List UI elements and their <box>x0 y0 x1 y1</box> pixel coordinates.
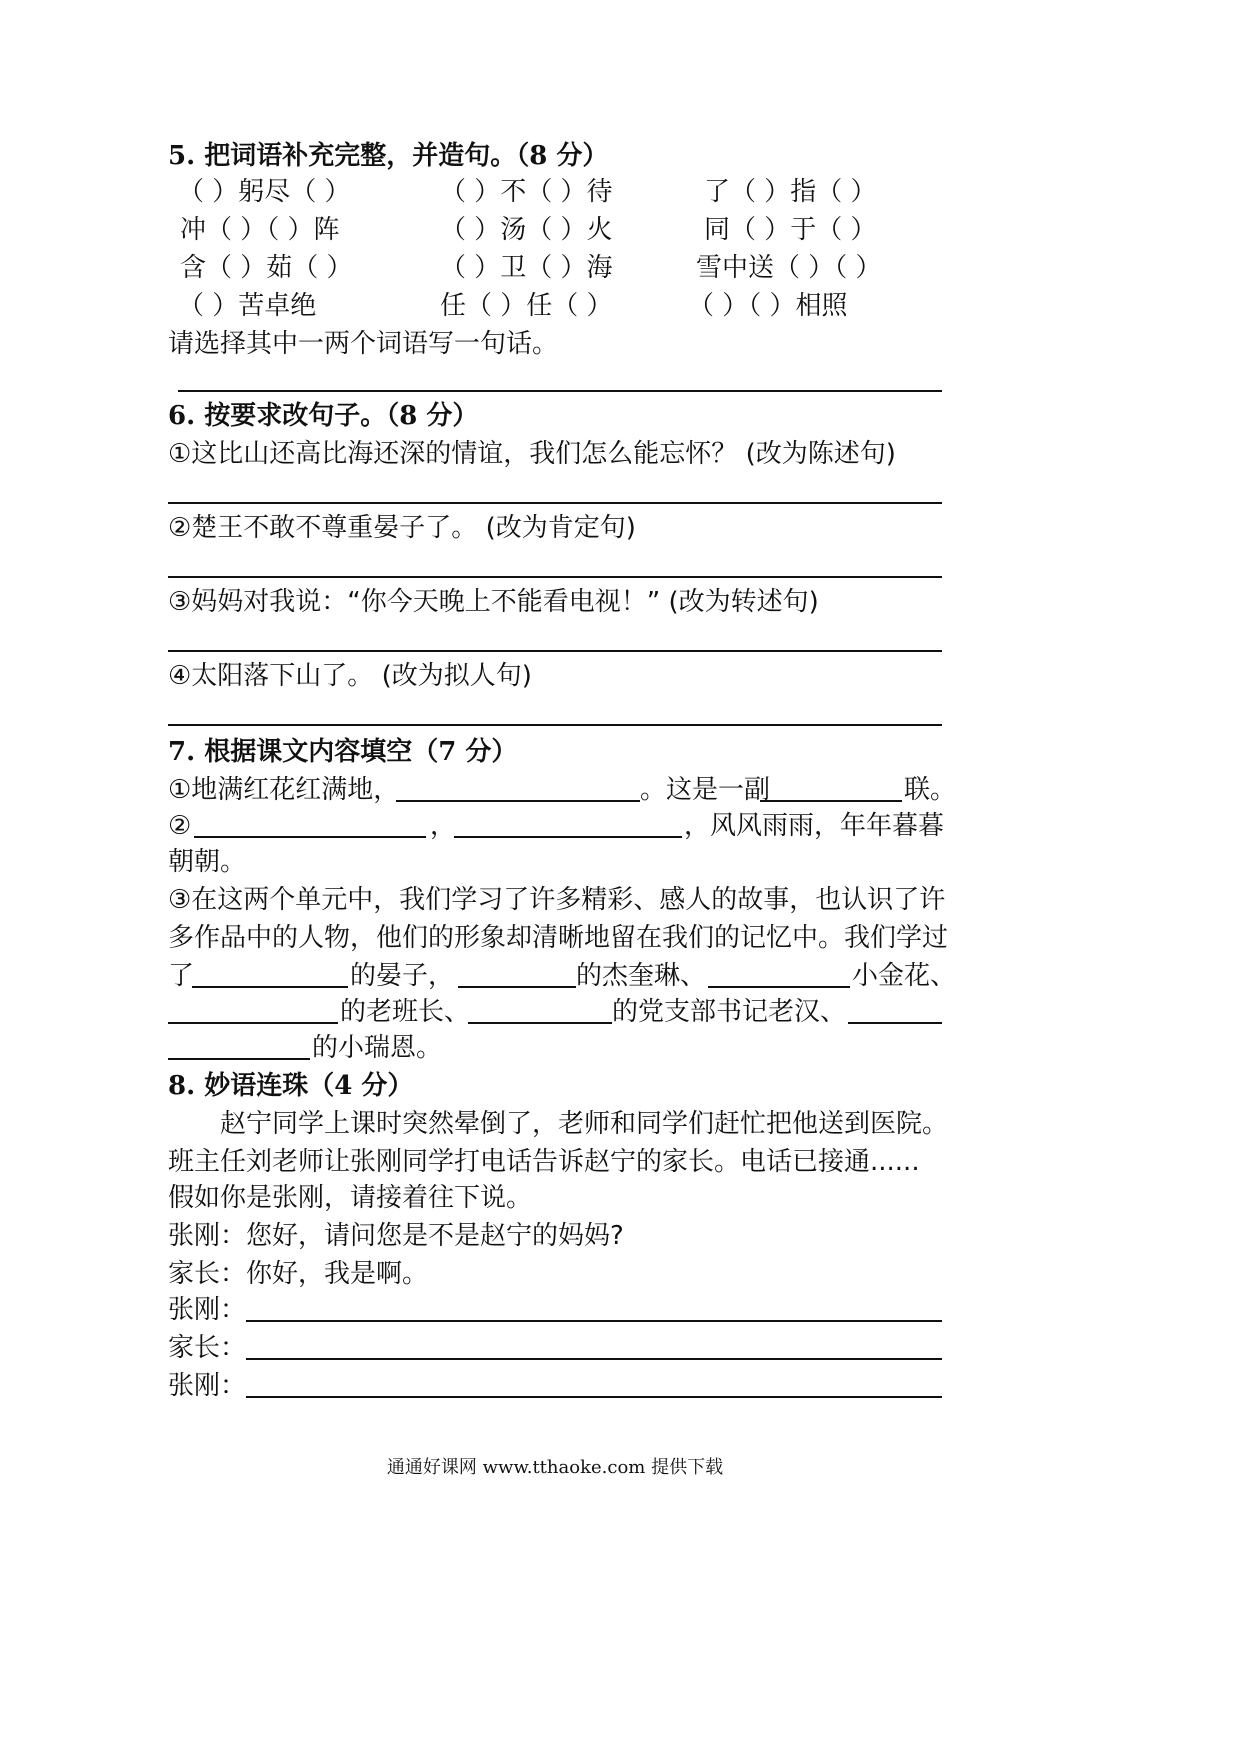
q7-line7-text-b: 的党支部书记老汉、 <box>612 997 847 1027</box>
q5-row-1 <box>0 176 1240 208</box>
q7-blank-8[interactable] <box>168 1022 338 1024</box>
q5-item: （ ）（ ）相照 <box>688 291 848 321</box>
q7-line6-text-a: 了 <box>168 961 195 991</box>
q6-item-3: ③妈妈对我说：“你今天晚上不能看电视！” (改为转述句) <box>168 587 819 617</box>
q7-line4: ③在这两个单元中，我们学习了许多精彩、感人的故事，也认识了许 <box>168 885 946 915</box>
q5-item: 冲（ ）（ ）阵 <box>180 215 340 245</box>
q5-instruction: 请选择其中一两个词语写一句话。 <box>168 329 559 359</box>
q7-line7-text-a: 的老班长、 <box>340 997 471 1027</box>
q7-line2-text-c: ，风风雨雨，年年暮暮 <box>684 811 945 841</box>
q7-blank-2[interactable] <box>760 800 902 802</box>
q7-line5: 多作品中的人物，他们的形象却清晰地留在我们的记忆中。我们学过 <box>168 923 949 953</box>
q8-title: 8. 妙语连珠（4 分） <box>168 1071 414 1101</box>
q8-answer-line-2[interactable] <box>246 1358 942 1360</box>
q5-row-4 <box>0 290 1240 322</box>
q6-answer-line-3[interactable] <box>168 650 942 652</box>
page-footer: 通通好课网 www.tthaoke.com 提供下载 <box>386 1457 724 1478</box>
q6-item-2: ②楚王不敢不尊重晏子了。 (改为肯定句) <box>168 513 636 543</box>
q5-item: （ ）不（ ）待 <box>440 177 613 207</box>
q6-item-1: ①这比山还高比海还深的情谊，我们怎么能忘怀？ (改为陈述句) <box>168 439 896 469</box>
q8-answer-line-3[interactable] <box>246 1396 942 1398</box>
q5-title: 5. 把词语补充完整，并造句。（8 分） <box>168 141 609 171</box>
q7-blank-11[interactable] <box>168 1058 310 1060</box>
q7-line2-text-b: ， <box>430 811 457 841</box>
q5-item: 雪中送（ ）（ ） <box>696 253 882 283</box>
q7-blank-10[interactable] <box>848 1022 942 1024</box>
q7-line1-text-b: 。这是一副 <box>640 775 771 805</box>
q7-blank-3[interactable] <box>194 836 426 838</box>
q8-speaker-1: 张刚： <box>168 1295 247 1325</box>
q6-title: 6. 按要求改句子。（8 分） <box>168 401 479 431</box>
q8-dialogue-2: 家长：你好，我是啊。 <box>168 1259 429 1289</box>
q5-item: （ ）躬尽（ ） <box>178 177 351 207</box>
q8-dialogue-1: 张刚：您好，请问您是不是赵宁的妈妈? <box>168 1221 624 1251</box>
q7-line1-text-a: ①地满红花红满地， <box>168 775 400 805</box>
q5-item: （ ）苦卓绝 <box>178 291 317 321</box>
q6-answer-line-2[interactable] <box>168 576 942 578</box>
q5-item: （ ）汤（ ）火 <box>440 215 613 245</box>
q8-answer-line-1[interactable] <box>246 1320 942 1322</box>
q7-title: 7. 根据课文内容填空（7 分） <box>168 737 518 767</box>
q5-row-2 <box>0 214 1240 246</box>
q5-item: （ ）卫（ ）海 <box>440 253 613 283</box>
q7-line6-text-b: 的晏子， <box>350 961 455 991</box>
q7-blank-6[interactable] <box>458 986 576 988</box>
q7-blank-4[interactable] <box>454 836 682 838</box>
q5-item: 了（ ）指（ ） <box>704 177 877 207</box>
q8-speaker-3: 张刚： <box>168 1371 247 1401</box>
q6-answer-line-4[interactable] <box>168 724 942 726</box>
q7-line3: 朝朝。 <box>168 847 247 877</box>
q7-blank-5[interactable] <box>192 986 348 988</box>
q7-blank-9[interactable] <box>468 1022 612 1024</box>
q5-item: 含（ ）茹（ ） <box>180 253 353 283</box>
q5-item: 任（ ）任（ ） <box>440 291 613 321</box>
q5-item: 同（ ）于（ ） <box>704 215 877 245</box>
q8-paragraph-2: 班主任刘老师让张刚同学打电话告诉赵宁的家长。电话已接通...... <box>168 1147 920 1177</box>
q5-row-3 <box>0 252 1240 284</box>
q7-line2-text-a: ② <box>168 811 192 841</box>
q6-answer-line-1[interactable] <box>168 502 942 504</box>
q8-paragraph-3: 假如你是张刚，请接着往下说。 <box>168 1183 533 1213</box>
q7-line8-text-a: 的小瑞恩。 <box>312 1033 443 1063</box>
q6-item-4: ④太阳落下山了。 (改为拟人句) <box>168 661 532 691</box>
q8-speaker-2: 家长： <box>168 1333 247 1363</box>
q5-answer-line[interactable] <box>178 390 942 392</box>
q7-blank-1[interactable] <box>396 800 640 802</box>
q7-line1-text-c: 联。 <box>904 775 957 805</box>
q8-paragraph-1: 赵宁同学上课时突然晕倒了，老师和同学们赶忙把他送到医院。 <box>220 1109 949 1139</box>
q7-line6-text-c: 的杰奎琳、 <box>576 961 707 991</box>
q7-line6-text-d: 小金花、 <box>852 961 957 991</box>
q7-blank-7[interactable] <box>708 986 850 988</box>
